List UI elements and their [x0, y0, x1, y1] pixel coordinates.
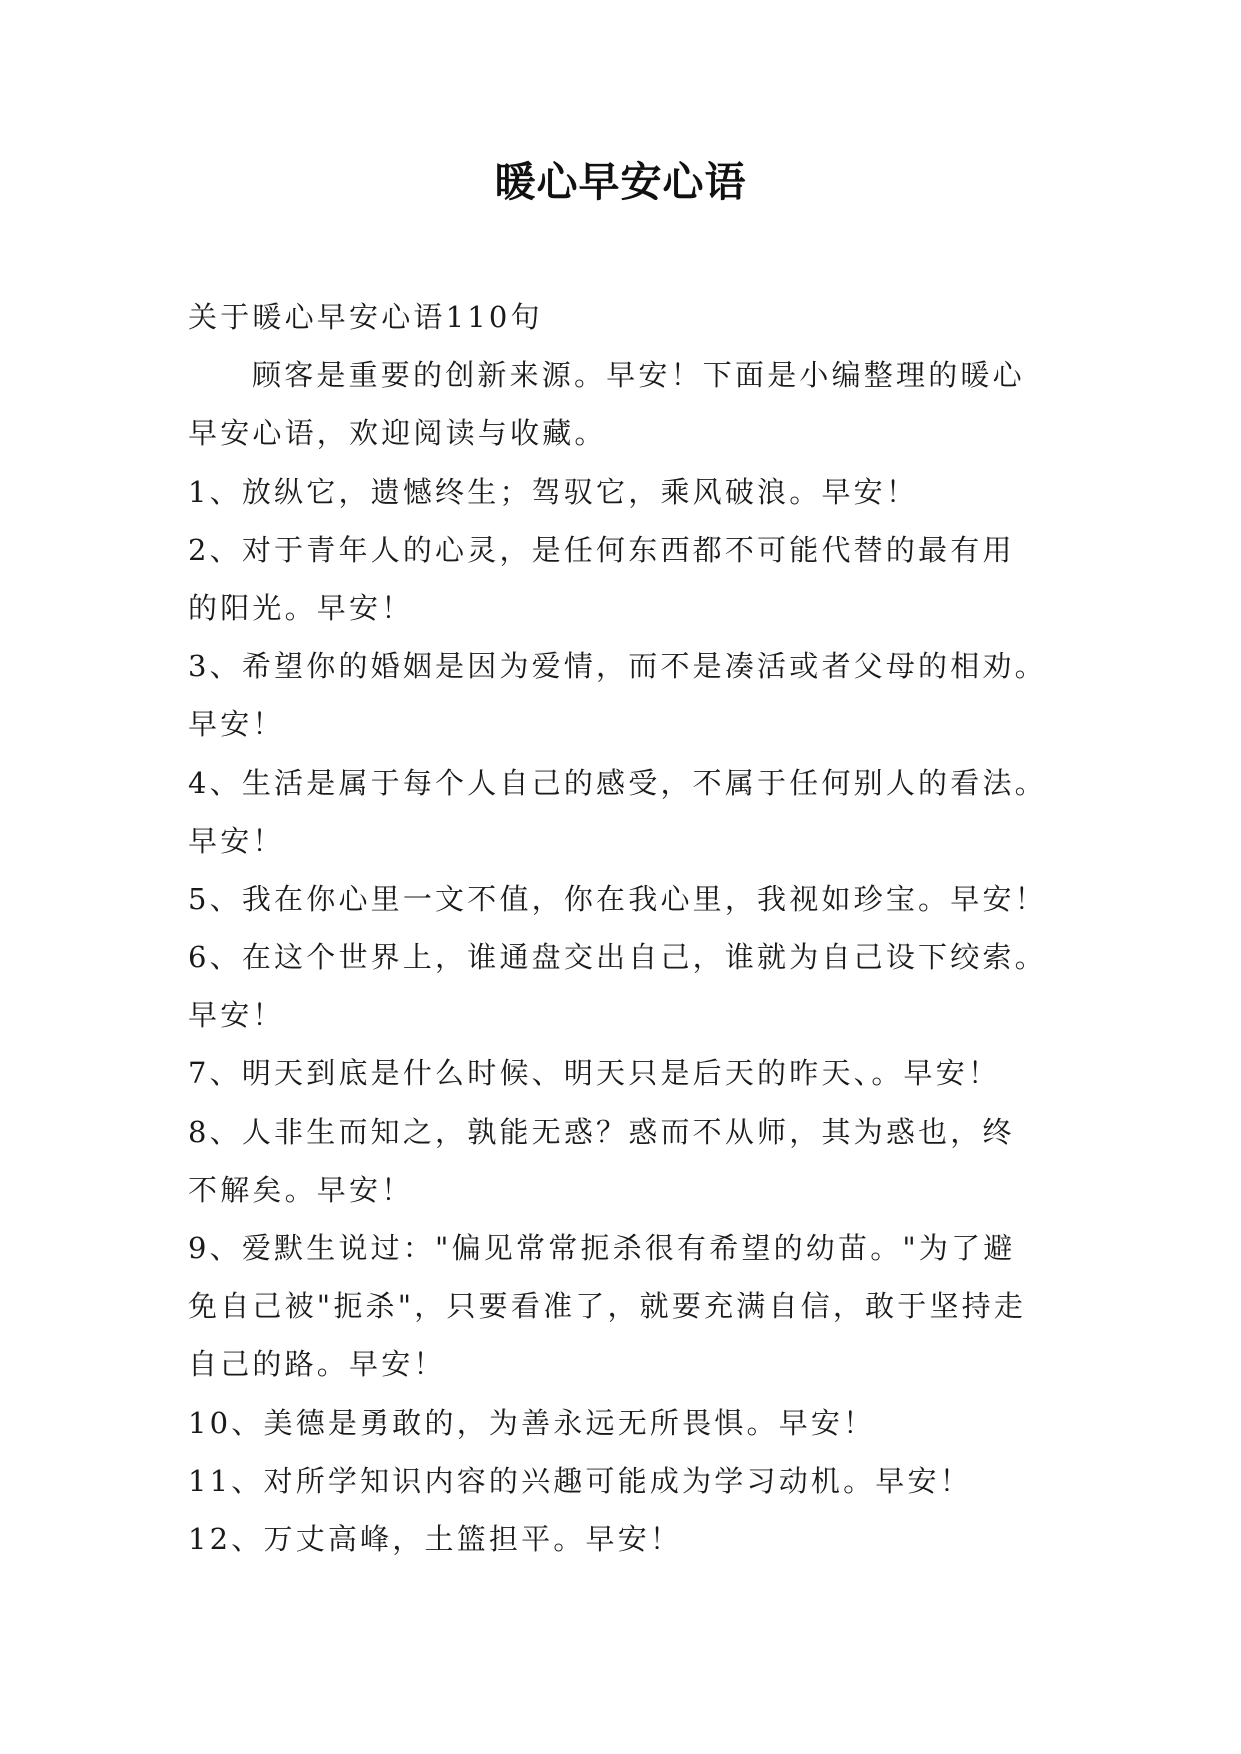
quote-line: 5、我在你心里一文不值，你在我心里，我视如珍宝。早安！ [188, 881, 1047, 916]
document-title: 暖心早安心语 [494, 158, 747, 206]
intro-paragraph-line: 顾客是重要的创新来源。早安！下面是小编整理的暖心 [252, 358, 1025, 393]
quote-line: 12、万丈高峰，土篮担平。早安！ [188, 1521, 683, 1556]
intro-heading: 关于暖心早安心语110句 [188, 300, 543, 334]
quote-line: 8、人非生而知之，孰能无惑？惑而不从师，其为惑也，终 [188, 1114, 1015, 1149]
quote-line: 早安！ [188, 707, 285, 742]
quote-line: 自己的路。早安！ [188, 1347, 446, 1382]
quote-line: 4、生活是属于每个人自己的感受，不属于任何别人的看法。 [188, 765, 1047, 800]
document-body [188, 288, 1068, 1568]
quote-line: 3、希望你的婚姻是因为爱情，而不是凑活或者父母的相劝。 [188, 649, 1047, 684]
quote-line: 早安！ [188, 998, 285, 1033]
quote-line: 11、对所学知识内容的兴趣可能成为学习动机。早安！ [188, 1463, 972, 1498]
quote-line: 2、对于青年人的心灵，是任何东西都不可能代替的最有用 [188, 532, 1015, 567]
quote-line: 1、放纵它，遗憾终生；驾驭它，乘风破浪。早安！ [188, 474, 919, 509]
quote-line: 不解矣。早安！ [188, 1172, 414, 1207]
quote-line: 的阳光。早安！ [188, 590, 414, 625]
quote-line: 9、爱默生说过："偏见常常扼杀很有希望的幼苗。"为了避 [188, 1231, 1016, 1265]
quote-line: 免自己被"扼杀"，只要看准了，就要充满自信，敢于坚持走 [188, 1289, 1027, 1324]
quote-line: 10、美德是勇敢的，为善永远无所畏惧。早安！ [188, 1405, 876, 1440]
quote-line: 早安！ [188, 823, 285, 858]
intro-paragraph-line: 早安心语，欢迎阅读与收藏。 [188, 416, 607, 451]
quote-line: 6、在这个世界上，谁通盘交出自己，谁就为自己设下绞索。 [188, 940, 1047, 975]
quote-line: 7、明天到底是什么时候、明天只是后天的昨天、。早安！ [188, 1056, 1001, 1091]
